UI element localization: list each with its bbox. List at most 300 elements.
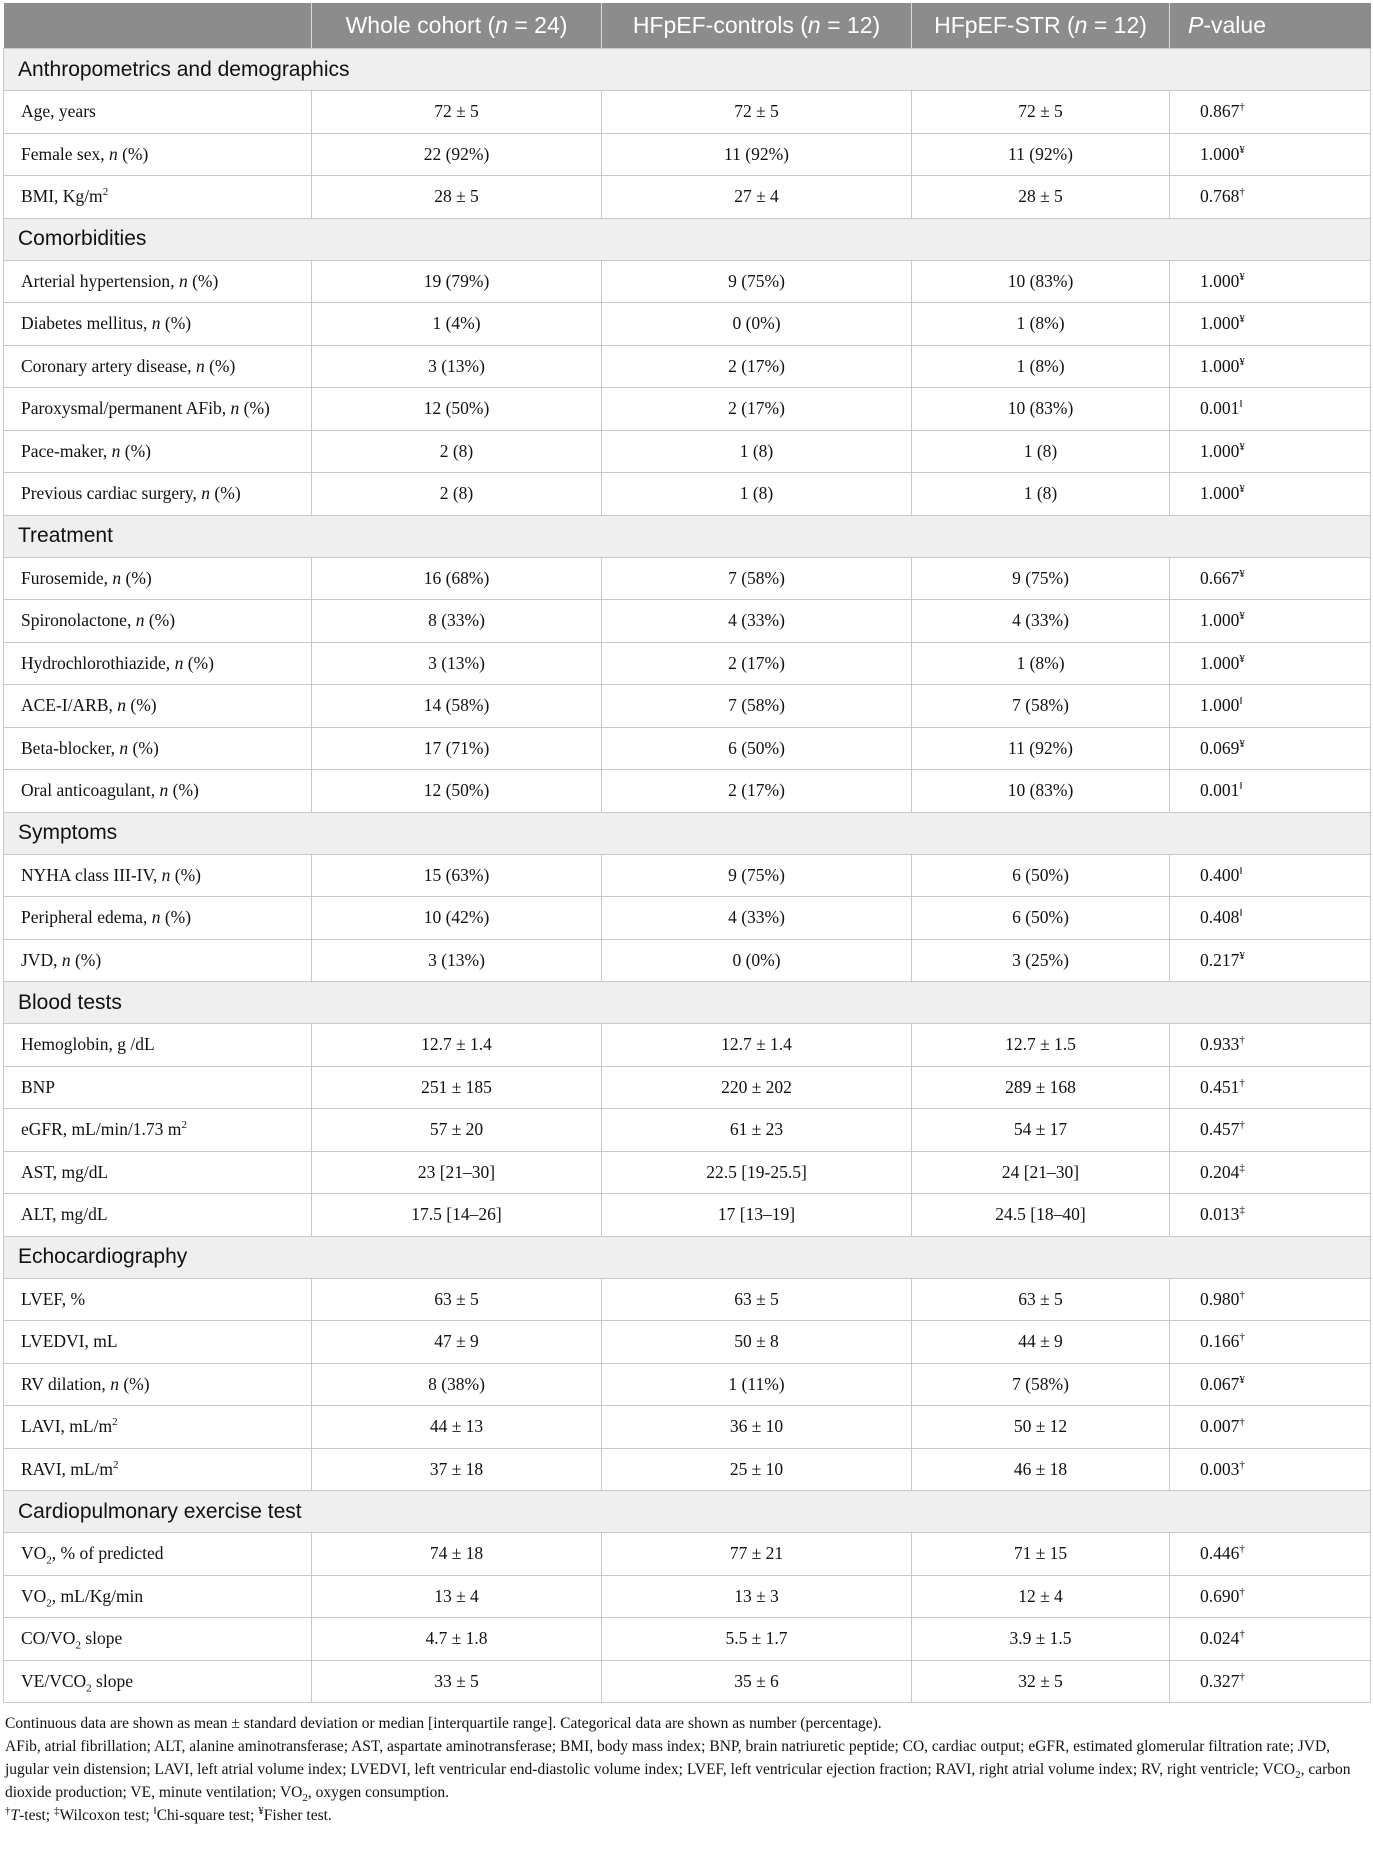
test-mark: ¥ (1239, 143, 1245, 156)
cell-controls: 11 (92%) (602, 133, 912, 176)
footnote-data-format: Continuous data are shown as mean ± standard deviation or median [interquartile range]. Categorical data are shown as number (percentage). (5, 1715, 882, 1732)
row-label (4, 1109, 312, 1152)
cell-controls: 17 [13–19] (602, 1194, 912, 1237)
row-label-text: Hemoglobin, g /dL (21, 1034, 155, 1055)
cell-p-value (1170, 685, 1371, 728)
cell-str: 6 (50%) (912, 897, 1170, 940)
cell-p-value (1170, 1109, 1371, 1152)
p-value-text: 0.690 (1200, 1585, 1240, 1606)
row-label-text: Furosemide, (21, 567, 113, 588)
cell-controls: 5.5 ± 1.7 (602, 1618, 912, 1661)
test-mark: † (1239, 101, 1245, 114)
test-mark: † (1239, 1076, 1245, 1089)
row-label (4, 345, 312, 388)
row-label (4, 600, 312, 643)
test-mark: ¥ (1239, 652, 1245, 665)
cell-str: 24 [21–30] (912, 1151, 1170, 1194)
cell-p-value (1170, 770, 1371, 813)
table-row (4, 1278, 1371, 1321)
row-label-superscript: 2 (112, 1416, 118, 1429)
cell-controls: 2 (17%) (602, 770, 912, 813)
cell-str: 289 ± 168 (912, 1066, 1170, 1109)
cell-str: 1 (8) (912, 473, 1170, 516)
header-hfpef-str: HFpEF-STR (n = 12) (912, 3, 1170, 49)
row-label-n: n (111, 440, 121, 461)
row-label-text: ALT, mg/dL (21, 1204, 108, 1225)
row-label-suffix: slope (91, 1670, 133, 1691)
cell-str: 3 (25%) (912, 939, 1170, 982)
cell-controls: 61 ± 23 (602, 1109, 912, 1152)
header-whole-cohort: Whole cohort (n = 24) (312, 3, 602, 49)
cell-whole: 12 (50%) (312, 388, 602, 431)
cell-controls: 0 (0%) (602, 939, 912, 982)
row-label-suffix: (%) (183, 652, 214, 673)
row-label-subscript: 2 (46, 1597, 52, 1610)
section-header-row (4, 1491, 1371, 1533)
row-label-superscript: 2 (102, 186, 109, 199)
row-label-n: n (108, 143, 118, 164)
test-mark: ¥ (1239, 270, 1245, 283)
row-label (4, 557, 312, 600)
cell-str: 1 (8) (912, 430, 1170, 473)
cell-p-value (1170, 854, 1371, 897)
cell-str: 28 ± 5 (912, 176, 1170, 219)
table-row (4, 1406, 1371, 1449)
header-p-value: P-value (1170, 3, 1371, 49)
table-row (4, 770, 1371, 813)
cell-whole: 17.5 [14–26] (312, 1194, 602, 1237)
table-row (4, 430, 1371, 473)
cell-whole: 251 ± 185 (312, 1066, 602, 1109)
cell-whole: 3 (13%) (312, 939, 602, 982)
test-mark: ‡ (1239, 1161, 1245, 1174)
row-label-text: VO (21, 1543, 47, 1564)
row-label-text: LVEDVI, mL (21, 1331, 118, 1352)
test-mark: † (1239, 1585, 1245, 1598)
cell-controls: 2 (17%) (602, 388, 912, 431)
table-row (4, 1448, 1371, 1491)
row-label-n: n (119, 737, 129, 758)
section-header-row (4, 218, 1371, 260)
header-variable (4, 3, 312, 49)
cell-whole: 28 ± 5 (312, 176, 602, 219)
row-label-text: Age, years (21, 101, 96, 122)
test-mark: ‡ (1239, 1204, 1245, 1217)
cell-controls: 9 (75%) (602, 260, 912, 303)
row-label-suffix: (%) (170, 864, 201, 885)
table-row (4, 303, 1371, 346)
row-label-text: BMI, Kg/m (21, 186, 103, 207)
p-value-text: 0.217 (1200, 949, 1240, 970)
cell-p-value (1170, 1660, 1371, 1703)
row-label-subscript: 2 (75, 1639, 81, 1652)
p-value-text: 0.408 (1200, 907, 1240, 928)
cell-whole: 2 (8) (312, 430, 602, 473)
footnote-abbreviations: AFib, atrial fibrillation; ALT, alanine aminotransferase; AST, aspartate aminotransferase; BMI, body mass index; BNP, brain natriuretic peptide; CO, cardiac output; eGFR, estimated glomerular filtration rate; JVD, jugular vein distension; LAVI, left atrial volume index; LVEDVI, left ventricular end-diastolic volume index; LVEF, left ventricular ejection fraction; RAVI, right atrial volume index; RV, right ventricle; $VCO_2$, carbon dioxide production; VE, minute ventilation; $VO_2$, oxygen consumption. (5, 1738, 1351, 1805)
row-label (4, 260, 312, 303)
cell-whole: 17 (71%) (312, 727, 602, 770)
test-mark: ¥ (1239, 1373, 1245, 1386)
cell-controls: 63 ± 5 (602, 1278, 912, 1321)
row-label-n: n (110, 1373, 119, 1394)
cell-whole: 3 (13%) (312, 642, 602, 685)
row-label-text: Female sex, (21, 143, 109, 164)
row-label-text: Oral anticoagulant, (21, 780, 160, 801)
row-label-n: n (195, 355, 205, 376)
p-value-text: 0.003 (1200, 1458, 1240, 1479)
row-label (4, 1321, 312, 1364)
p-value-text: 1.000 (1200, 440, 1240, 461)
cell-whole: 72 ± 5 (312, 91, 602, 134)
cell-controls: 72 ± 5 (602, 91, 912, 134)
test-mark: † (1239, 1628, 1245, 1641)
cell-whole: 37 ± 18 (312, 1448, 602, 1491)
table-row (4, 1066, 1371, 1109)
row-label-n: n (151, 313, 161, 334)
test-mark: ¥ (1239, 313, 1245, 326)
cell-whole: 14 (58%) (312, 685, 602, 728)
cell-str: 32 ± 5 (912, 1660, 1170, 1703)
test-mark: † (1239, 1034, 1245, 1047)
table-row (4, 600, 1371, 643)
cell-str: 46 ± 18 (912, 1448, 1170, 1491)
cell-controls: 77 ± 21 (602, 1533, 912, 1576)
row-label (4, 1151, 312, 1194)
cell-whole: 2 (8) (312, 473, 602, 516)
p-value-text: 1.000 (1200, 610, 1240, 631)
row-label-suffix: (%) (117, 143, 149, 164)
row-label-n: n (112, 567, 122, 588)
cell-p-value (1170, 1321, 1371, 1364)
row-label-suffix: (%) (121, 567, 152, 588)
row-label (4, 770, 312, 813)
test-mark: ¥ (1239, 949, 1245, 962)
table-row (4, 1363, 1371, 1406)
cell-whole: 22 (92%) (312, 133, 602, 176)
table-row (4, 1660, 1371, 1703)
cell-p-value (1170, 91, 1371, 134)
row-label-text: NYHA class III-IV, (21, 864, 162, 885)
row-label-n: n (230, 398, 240, 419)
cell-str: 72 ± 5 (912, 91, 1170, 134)
table-row (4, 897, 1371, 940)
cell-p-value (1170, 1066, 1371, 1109)
cell-p-value (1170, 176, 1371, 219)
row-label (4, 91, 312, 134)
cell-str: 4 (33%) (912, 600, 1170, 643)
row-label-text: Paroxysmal/permanent AFib, (21, 398, 231, 419)
row-label-text: LAVI, mL/m (21, 1416, 113, 1437)
row-label-suffix: (%) (210, 483, 241, 504)
table-row (4, 91, 1371, 134)
row-label-text: BNP (21, 1076, 56, 1097)
row-label (4, 1618, 312, 1661)
cell-str: 54 ± 17 (912, 1109, 1170, 1152)
test-mark: ¥ (1239, 737, 1245, 750)
row-label-suffix: slope (80, 1628, 123, 1649)
table-header-row (4, 3, 1371, 49)
row-label-n: n (151, 907, 161, 928)
section-header-row (4, 515, 1371, 557)
row-label-text: eGFR, mL/min/1.73 m (21, 1119, 182, 1140)
table-row (4, 473, 1371, 516)
cell-whole: 16 (68%) (312, 557, 602, 600)
table-row (4, 1575, 1371, 1618)
p-value-text: 1.000 (1200, 270, 1240, 291)
row-label-text: Hydrochlorothiazide, (21, 652, 175, 673)
cell-str: 12 ± 4 (912, 1575, 1170, 1618)
row-label-n: n (178, 270, 188, 291)
row-label-text: JVD, (21, 949, 62, 970)
row-label-text: Beta-blocker, (21, 737, 120, 758)
p-value-text: 0.166 (1200, 1331, 1240, 1352)
cell-p-value (1170, 642, 1371, 685)
row-label (4, 176, 312, 219)
test-mark: † (1239, 186, 1245, 199)
cell-controls: 2 (17%) (602, 642, 912, 685)
section-title: Cardiopulmonary exercise test (4, 1491, 1371, 1533)
cell-whole: 57 ± 20 (312, 1109, 602, 1152)
section-title: Symptoms (4, 812, 1371, 854)
cell-whole: 10 (42%) (312, 897, 602, 940)
test-mark: ‖ (1239, 907, 1243, 920)
table-body (4, 49, 1371, 1703)
section-title: Anthropometrics and demographics (4, 49, 1371, 91)
cell-p-value (1170, 430, 1371, 473)
cell-p-value (1170, 1406, 1371, 1449)
cell-controls: 25 ± 10 (602, 1448, 912, 1491)
row-label-text: Arterial hypertension, (21, 270, 179, 291)
p-value-text: 0.867 (1200, 101, 1240, 122)
cell-str: 44 ± 9 (912, 1321, 1170, 1364)
cell-p-value (1170, 1363, 1371, 1406)
row-label (4, 1278, 312, 1321)
row-label-suffix: (%) (239, 398, 270, 419)
section-header-row (4, 982, 1371, 1024)
row-label (4, 897, 312, 940)
section-header-row (4, 1236, 1371, 1278)
p-value-text: 1.000 (1200, 652, 1240, 673)
cell-str: 12.7 ± 1.5 (912, 1024, 1170, 1067)
table-row (4, 176, 1371, 219)
cell-whole: 3 (13%) (312, 345, 602, 388)
p-value-text: 0.667 (1200, 567, 1240, 588)
row-label (4, 727, 312, 770)
cell-p-value (1170, 345, 1371, 388)
row-label (4, 685, 312, 728)
cell-str: 50 ± 12 (912, 1406, 1170, 1449)
row-label-text: LVEF, % (21, 1288, 86, 1309)
row-label-text: Previous cardiac surgery, (21, 483, 202, 504)
cell-str: 71 ± 15 (912, 1533, 1170, 1576)
cell-str: 10 (83%) (912, 260, 1170, 303)
test-mark: ¥ (1239, 610, 1245, 623)
cell-p-value (1170, 1194, 1371, 1237)
cell-controls: 9 (75%) (602, 854, 912, 897)
cell-controls: 4 (33%) (602, 600, 912, 643)
cell-str: 1 (8%) (912, 642, 1170, 685)
test-mark: ‖ (1239, 780, 1243, 793)
cell-p-value (1170, 1618, 1371, 1661)
row-label-subscript: 2 (46, 1554, 52, 1567)
row-label (4, 1406, 312, 1449)
cell-controls: 7 (58%) (602, 557, 912, 600)
row-label (4, 642, 312, 685)
table-row (4, 685, 1371, 728)
row-label-suffix: (%) (70, 949, 102, 970)
p-value-text: 0.933 (1200, 1034, 1240, 1055)
cell-whole: 12.7 ± 1.4 (312, 1024, 602, 1067)
table-row (4, 1321, 1371, 1364)
p-value-text: 0.457 (1200, 1119, 1240, 1140)
cell-controls: 6 (50%) (602, 727, 912, 770)
cell-p-value (1170, 1024, 1371, 1067)
table-row (4, 388, 1371, 431)
row-label-suffix: (%) (118, 1373, 150, 1394)
row-label-text: ACE-I/ARB, (21, 695, 118, 716)
row-label (4, 1194, 312, 1237)
test-mark: ¥ (1239, 440, 1245, 453)
cell-str: 7 (58%) (912, 685, 1170, 728)
cell-str: 1 (8%) (912, 303, 1170, 346)
row-label (4, 1363, 312, 1406)
section-title: Echocardiography (4, 1236, 1371, 1278)
p-value-text: 1.000 (1200, 143, 1240, 164)
row-label-suffix: , mL/Kg/min (51, 1585, 144, 1606)
p-value-text: 0.400 (1200, 864, 1240, 885)
row-label-suffix: (%) (168, 780, 199, 801)
table-row (4, 345, 1371, 388)
row-label-text: VO (21, 1585, 47, 1606)
cell-p-value (1170, 939, 1371, 982)
table-row (4, 557, 1371, 600)
cell-whole: 74 ± 18 (312, 1533, 602, 1576)
cell-whole: 4.7 ± 1.8 (312, 1618, 602, 1661)
cell-p-value (1170, 1151, 1371, 1194)
cell-controls: 1 (8) (602, 473, 912, 516)
row-label-text: RV dilation, (21, 1373, 111, 1394)
cell-p-value (1170, 473, 1371, 516)
cell-p-value (1170, 260, 1371, 303)
test-mark: † (1239, 1416, 1245, 1429)
p-value-text: 1.000 (1200, 483, 1240, 504)
cell-whole: 1 (4%) (312, 303, 602, 346)
row-label-superscript: 2 (113, 1458, 119, 1471)
row-label-suffix: (%) (204, 355, 236, 376)
cell-p-value (1170, 303, 1371, 346)
row-label-text: VE/VCO (21, 1670, 87, 1691)
table-row (4, 1109, 1371, 1152)
p-value-text: 0.451 (1200, 1076, 1240, 1097)
table-row (4, 1151, 1371, 1194)
section-header-row (4, 49, 1371, 91)
cell-str: 6 (50%) (912, 854, 1170, 897)
test-mark: ¥ (1239, 483, 1245, 496)
row-label-suffix: (%) (120, 440, 151, 461)
cell-controls: 50 ± 8 (602, 1321, 912, 1364)
cell-p-value (1170, 388, 1371, 431)
p-value-text: 0.001 (1200, 780, 1240, 801)
cell-whole: 8 (38%) (312, 1363, 602, 1406)
p-value-text: 0.007 (1200, 1416, 1240, 1437)
test-mark: † (1239, 1543, 1245, 1556)
row-label (4, 1660, 312, 1703)
row-label-text: Coronary artery disease, (21, 355, 196, 376)
row-label (4, 1024, 312, 1067)
cell-p-value (1170, 1533, 1371, 1576)
test-mark: † (1239, 1288, 1245, 1301)
test-mark: † (1239, 1670, 1245, 1683)
p-value-text: 1.000 (1200, 355, 1240, 376)
p-value-text: 0.069 (1200, 737, 1240, 758)
cell-p-value (1170, 557, 1371, 600)
row-label-suffix: (%) (160, 907, 192, 928)
row-label-text: Peripheral edema, (21, 907, 152, 928)
cell-str: 9 (75%) (912, 557, 1170, 600)
cell-whole: 12 (50%) (312, 770, 602, 813)
cell-whole: 44 ± 13 (312, 1406, 602, 1449)
row-label (4, 388, 312, 431)
row-label (4, 854, 312, 897)
row-label (4, 939, 312, 982)
table-row (4, 642, 1371, 685)
row-label-superscript: 2 (181, 1119, 187, 1132)
row-label (4, 473, 312, 516)
baseline-characteristics-table (3, 3, 1371, 1703)
cell-whole: 23 [21–30] (312, 1151, 602, 1194)
cell-p-value (1170, 897, 1371, 940)
row-label-text: Pace-maker, (21, 440, 112, 461)
cell-str: 11 (92%) (912, 133, 1170, 176)
footnote-tests: †T-test; ‡Wilcoxon test; ‖Chi-square test; ¥Fisher test. (5, 1804, 332, 1824)
header-hfpef-controls: HFpEF-controls (n = 12) (602, 3, 912, 49)
row-label-text: RAVI, mL/m (21, 1458, 114, 1479)
p-value-text: 0.013 (1200, 1204, 1240, 1225)
cell-p-value (1170, 133, 1371, 176)
cell-controls: 4 (33%) (602, 897, 912, 940)
cell-controls: 1 (11%) (602, 1363, 912, 1406)
cell-str: 24.5 [18–40] (912, 1194, 1170, 1237)
section-title: Treatment (4, 515, 1371, 557)
row-label (4, 1575, 312, 1618)
test-mark: † (1239, 1331, 1245, 1344)
cell-str: 10 (83%) (912, 770, 1170, 813)
cell-whole: 15 (63%) (312, 854, 602, 897)
table-container (3, 3, 1370, 1827)
p-value-text: 0.001 (1200, 398, 1240, 419)
table-row (4, 727, 1371, 770)
row-label-suffix: (%) (128, 737, 159, 758)
cell-str: 11 (92%) (912, 727, 1170, 770)
cell-controls: 13 ± 3 (602, 1575, 912, 1618)
table-row (4, 260, 1371, 303)
row-label (4, 430, 312, 473)
test-mark: ‖ (1239, 864, 1243, 877)
row-label-text: CO/VO (21, 1628, 76, 1649)
row-label-text: Spironolactone, (21, 610, 136, 631)
cell-str: 3.9 ± 1.5 (912, 1618, 1170, 1661)
cell-whole: 63 ± 5 (312, 1278, 602, 1321)
cell-whole: 13 ± 4 (312, 1575, 602, 1618)
row-label-n: n (135, 610, 145, 631)
row-label-suffix: (%) (187, 270, 219, 291)
cell-controls: 0 (0%) (602, 303, 912, 346)
test-mark: ‖ (1239, 398, 1243, 411)
table-row (4, 1533, 1371, 1576)
cell-p-value (1170, 600, 1371, 643)
cell-controls: 22.5 [19-25.5] (602, 1151, 912, 1194)
test-mark: ¥ (1239, 355, 1245, 368)
